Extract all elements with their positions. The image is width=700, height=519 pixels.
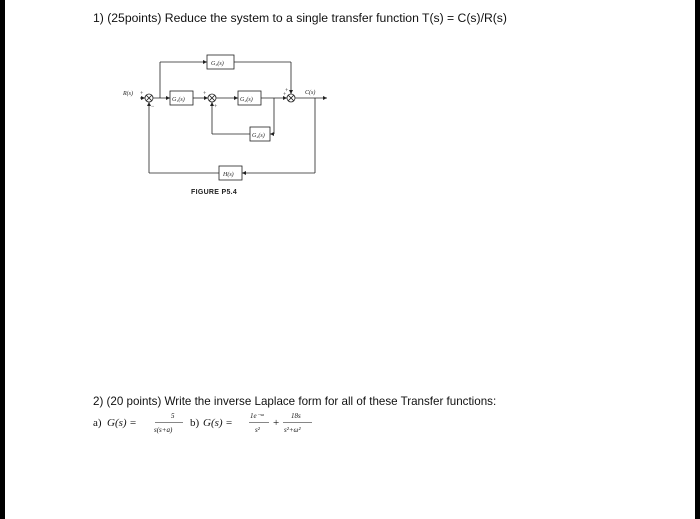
transfer-functions xyxy=(93,408,413,438)
h-label: H(s) xyxy=(223,172,234,178)
document-page xyxy=(5,0,695,519)
g4-label: G₄(s) xyxy=(252,133,265,139)
part-b-term1-numerator: 1e⁻ˢᵃ xyxy=(250,412,265,420)
part-b-term1-denominator: s² xyxy=(255,426,260,434)
svg-text:+: + xyxy=(283,92,287,98)
svg-text:+: + xyxy=(214,104,218,110)
part-b-label: b) xyxy=(190,417,200,429)
input-label: R(s) xyxy=(123,91,133,97)
figure-caption: FIGURE P5.4 xyxy=(191,189,238,196)
g1-label: G₁(s) xyxy=(172,97,185,103)
plus-sign: + xyxy=(273,417,280,429)
question-2-text: 2) (20 points) Write the inverse Laplace form for all of these Transfer functions: xyxy=(93,395,497,408)
output-label: C(s) xyxy=(305,90,316,96)
part-b-lhs: G(s) = xyxy=(203,417,233,429)
part-b-term2-numerator: 18s xyxy=(291,412,301,420)
summing-junction-3 xyxy=(287,94,295,102)
part-a-lhs: G(s) = xyxy=(107,417,137,429)
part-b-term2-denominator: s²+ω² xyxy=(284,426,301,434)
summing-junction-1 xyxy=(145,94,153,102)
block-diagram xyxy=(115,45,355,205)
question-1-text: 1) (25points) Reduce the system to a single transfer function T(s) = C(s)/R(s) xyxy=(93,11,507,25)
svg-text:−: − xyxy=(151,104,155,110)
g3-label: G₃(s) xyxy=(211,61,224,67)
part-a-numerator: 5 xyxy=(171,412,175,420)
g2-label: G₂(s) xyxy=(240,97,253,103)
part-a-denominator: s(s+a) xyxy=(154,426,173,434)
svg-text:+: + xyxy=(203,91,207,97)
svg-text:+: + xyxy=(140,91,144,97)
summing-junction-2 xyxy=(208,94,216,102)
part-a-label: a) xyxy=(93,417,102,429)
svg-text:+: + xyxy=(285,88,289,94)
